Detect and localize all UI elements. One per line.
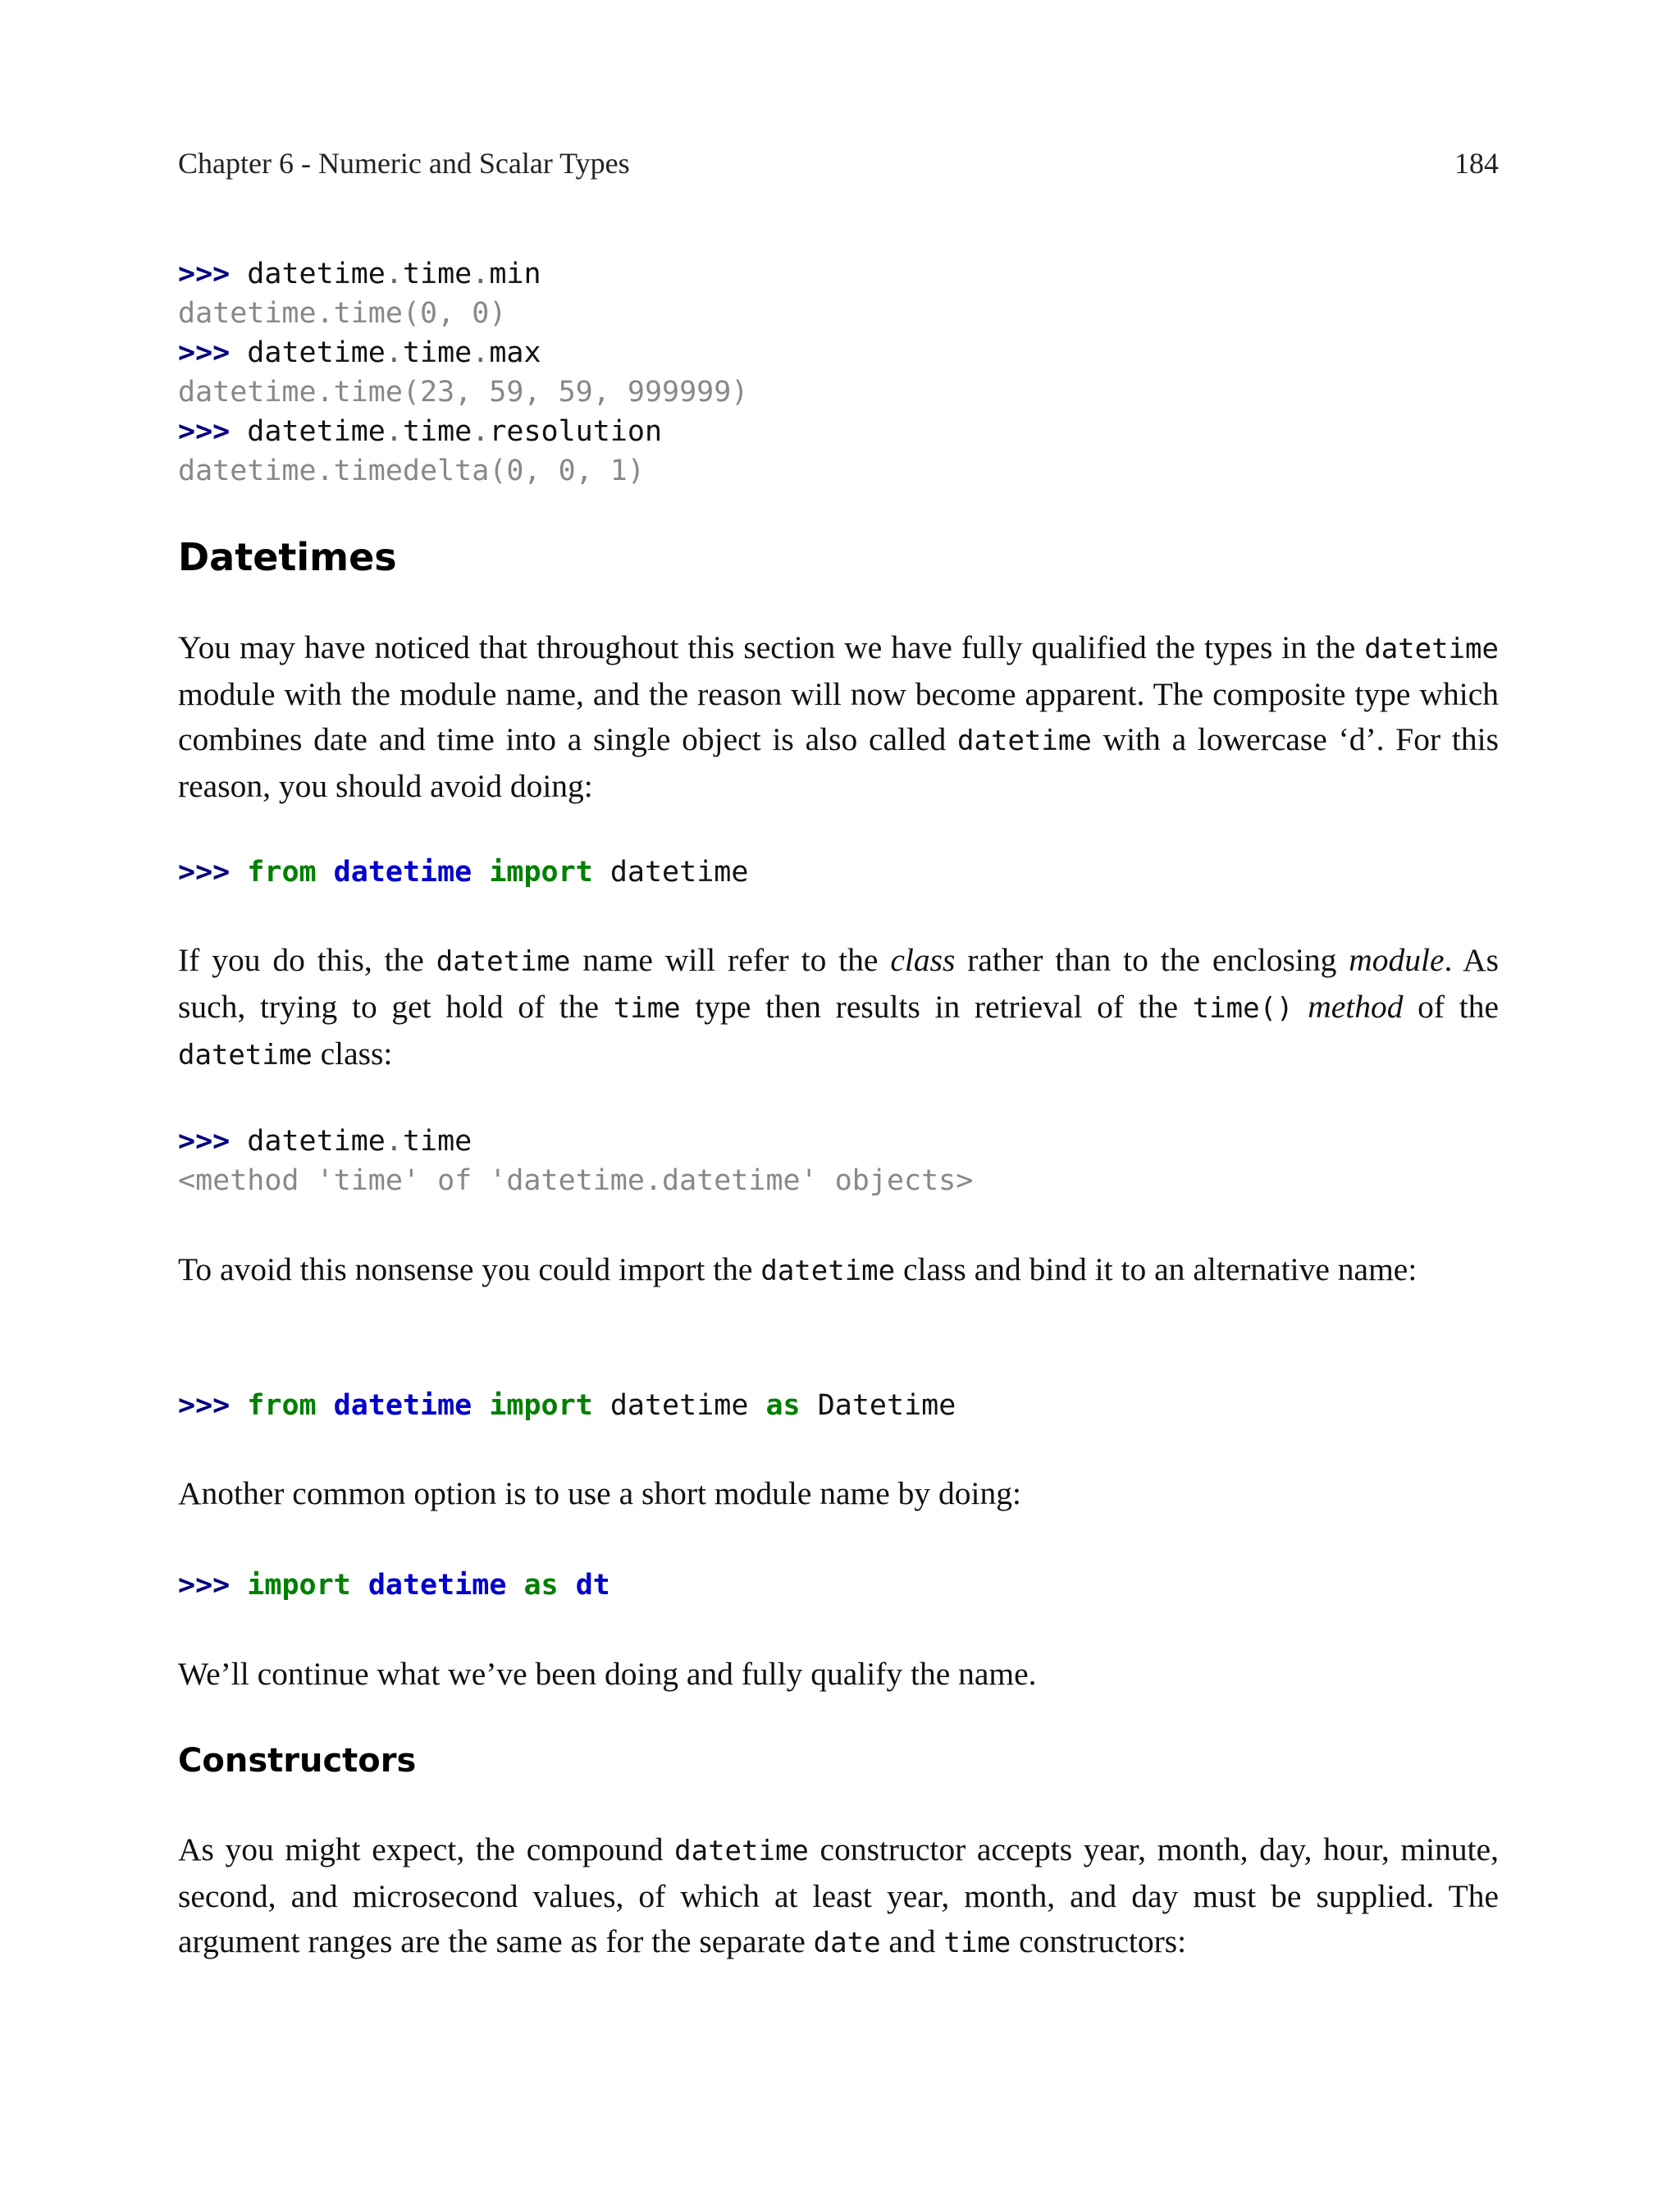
code-block-time-limits [178, 254, 748, 491]
chapter-title: Chapter 6 - Numeric and Scalar Types [178, 147, 630, 180]
page-number: 184 [1454, 147, 1499, 180]
code-line: >>> from datetime import datetime [178, 856, 749, 889]
code-line: >>> datetime.time [178, 1125, 472, 1158]
paragraph-alternative-name: To avoid this nonsense you could import the datetime class and bind it to an alternative name: [178, 1251, 1418, 1287]
paragraph-continue: We’ll continue what we’ve been doing and fully qualify the name. [178, 1656, 1037, 1692]
code-line: >>> datetime.time.min [178, 258, 541, 290]
code-block-from-import [178, 853, 748, 892]
paragraph-intro: You may have noticed that throughout this section we have fully qualified the types in the datetime module with the module name, and the reason will now become apparent. The composite type which combines date and time into a single object is also called datetime with a lowercase ‘d’. For this reason, you should avoid doing: [178, 629, 1499, 804]
paragraph-short-module: Another common option is to use a short module name by doing: [178, 1475, 1021, 1511]
code-line: >>> import datetime as dt [178, 1569, 610, 1602]
section-heading-constructors: Constructors [178, 1742, 417, 1780]
paragraph-constructors: As you might expect, the compound datetime constructor accepts year, month, day, hour, minute, second, and microsecond values, of which at least year, month, and day must be supplied. The argument ranges are the same as for the separate date and time constructors: [178, 1831, 1499, 1959]
code-output: <method 'time' of 'datetime.datetime' objects> [178, 1164, 974, 1197]
code-output: datetime.time(23, 59, 59, 999999) [178, 376, 749, 409]
code-block-method [178, 1122, 973, 1200]
code-block-import-as [178, 1386, 956, 1425]
running-header [178, 146, 1499, 185]
code-output: datetime.timedelta(0, 0, 1) [178, 455, 645, 487]
code-line: >>> datetime.time.max [178, 336, 541, 369]
section-heading-datetimes: Datetimes [178, 535, 397, 579]
code-line: >>> from datetime import datetime as Datetime [178, 1389, 956, 1422]
code-output: datetime.time(0, 0) [178, 297, 507, 330]
code-line: >>> datetime.time.resolution [178, 415, 663, 448]
code-block-import-dt [178, 1566, 610, 1605]
paragraph-class-vs-module: If you do this, the datetime name will refer to the class rather than to the enclosing module. As such, trying to get hold of the time type then results in retrieval of the time() method of the datetime class: [178, 942, 1500, 1072]
